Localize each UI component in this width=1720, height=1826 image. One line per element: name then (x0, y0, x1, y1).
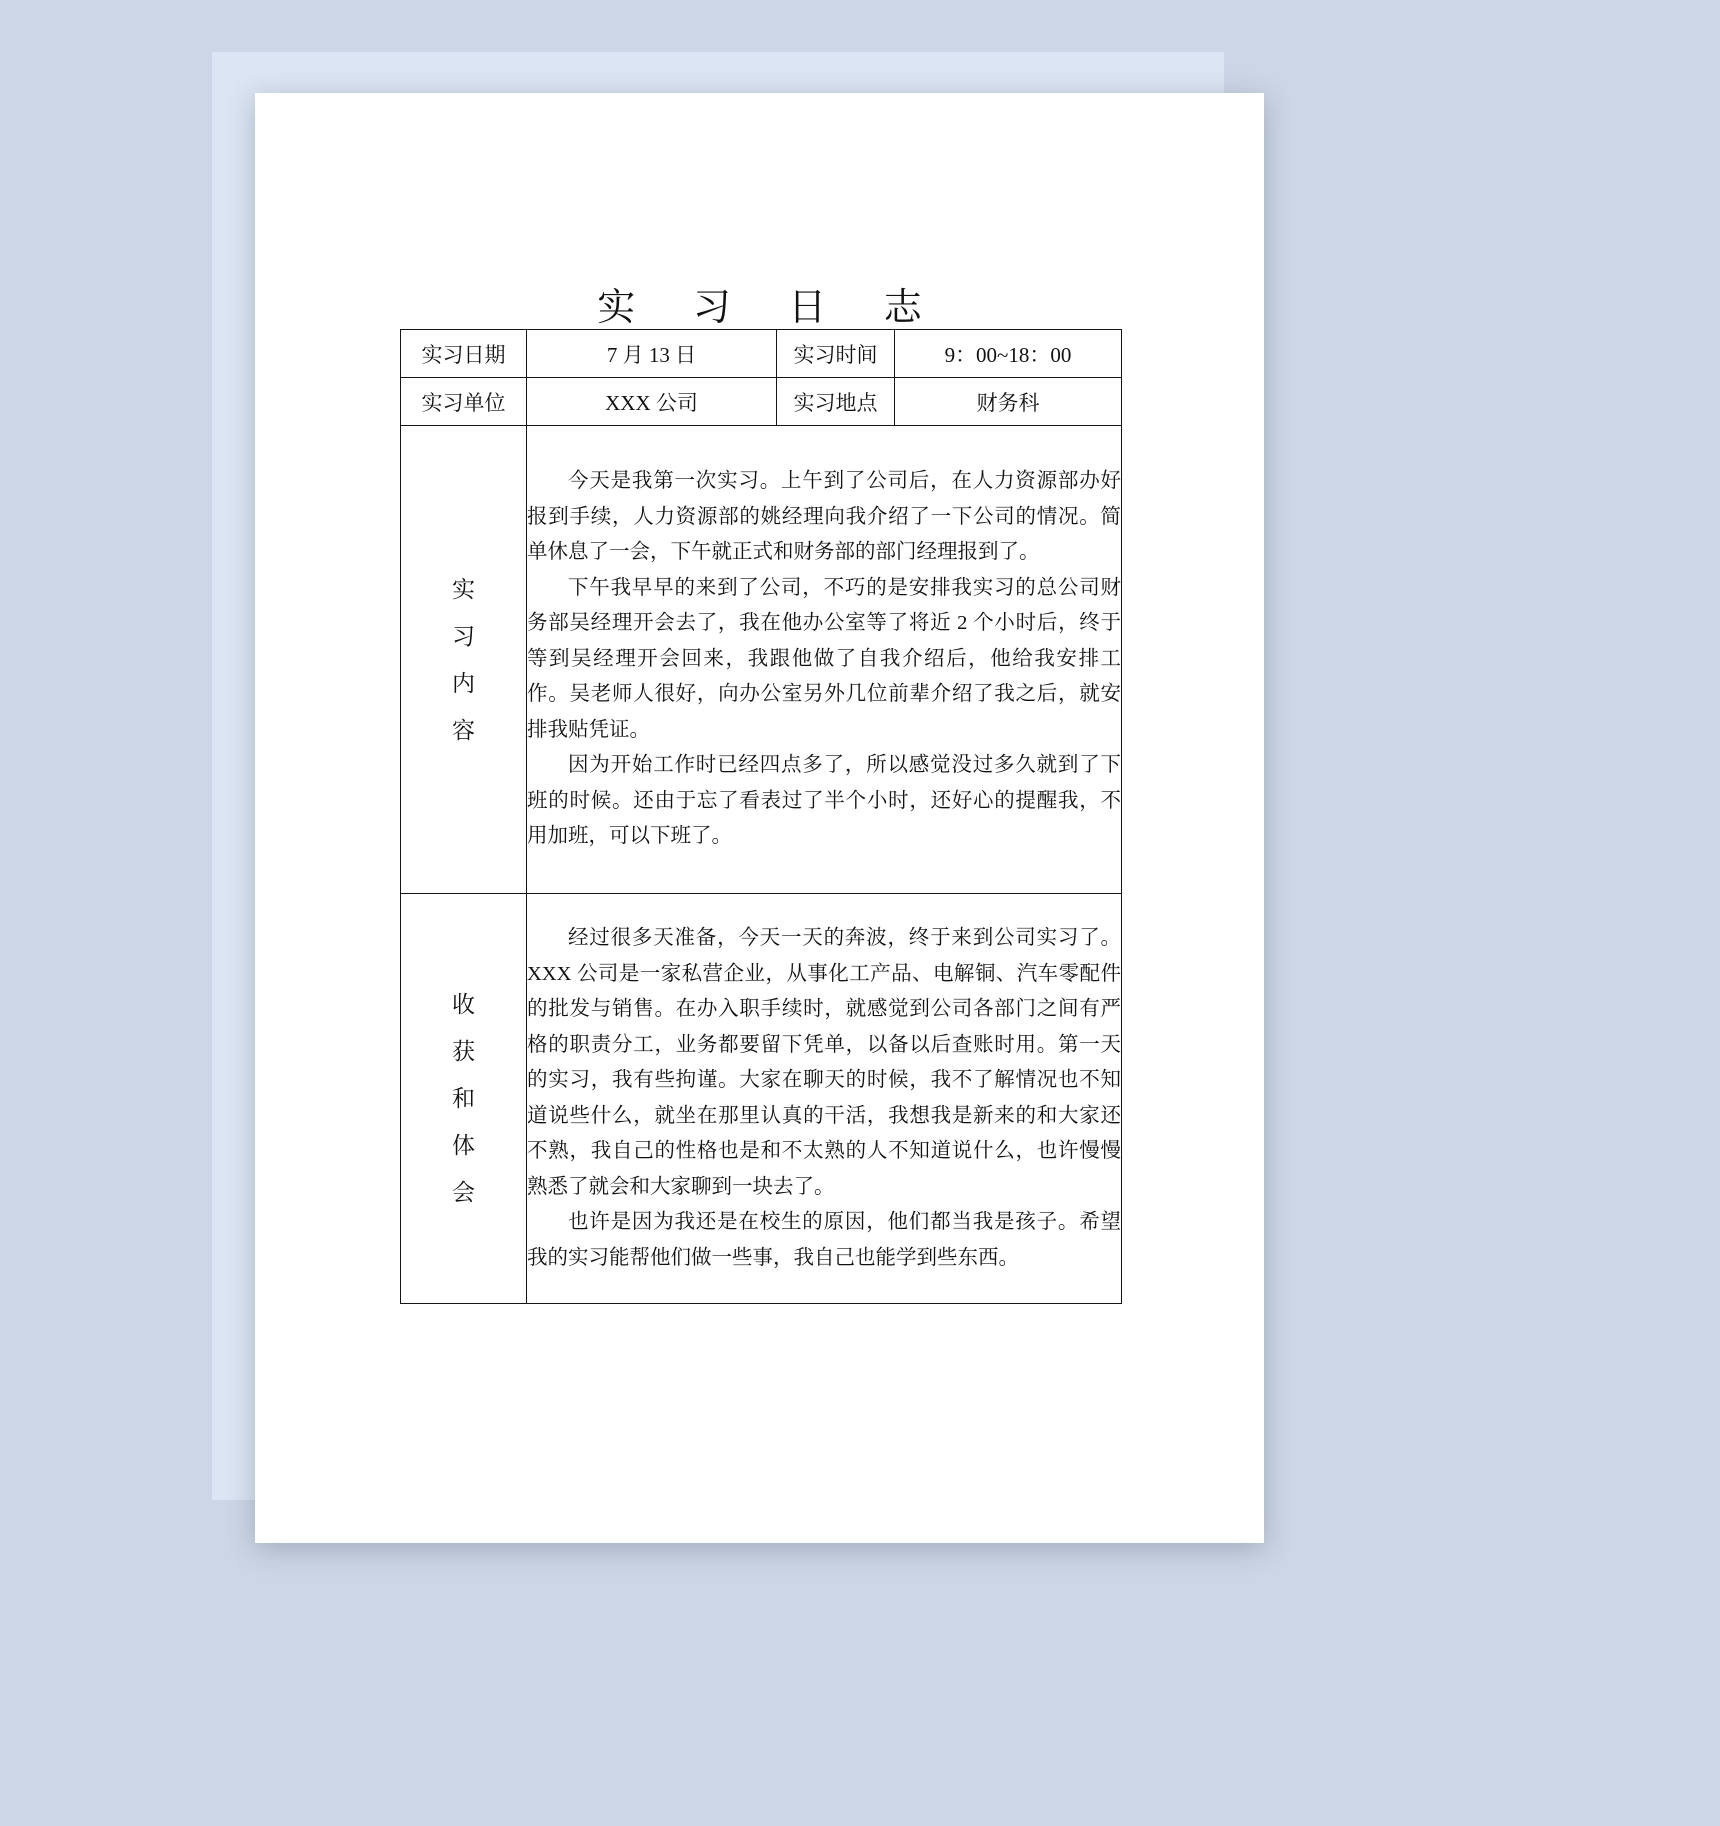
section-label-char: 和 (452, 1086, 475, 1111)
section-label-content (401, 426, 527, 894)
paragraph: 下午我早早的来到了公司，不巧的是安排我实习的总公司财务部吴经理开会去了，我在他办公室等了将近 2 个小时后，终于等到吴经理开会回来，我跟他做了自我介绍后，他给我安排工作。吴老师人很好，向办公室另外几位前辈介绍了我之后，就安排我贴凭证。 (527, 576, 1121, 741)
section-body-gains (527, 894, 1122, 1304)
paragraph: 经过很多天准备，今天一天的奔波，终于来到公司实习了。XXX 公司是一家私营企业，从事化工产品、电解铜、汽车零配件的批发与销售。在办入职手续时，就感觉到公司各部门之间有严格的职责分工，业务都要留下凭单，以备以后查账时用。第一天的实习，我有些拘谨。大家在聊天的时候，我不了解情况也不知道说些什么，就坐在那里认真的干活，我想我是新来的和大家还不熟，我自己的性格也是和不太熟的人不知道说什么，也许慢慢熟悉了就会和大家聊到一块去了。 (527, 927, 1121, 1198)
section-label-char: 会 (452, 1180, 475, 1205)
table-row (401, 894, 1122, 1304)
section-label-char: 收 (452, 992, 475, 1017)
section-label-char: 实 (452, 576, 475, 602)
internship-time-label: 实习时间 (777, 330, 895, 378)
section-label-char: 内 (452, 670, 475, 696)
section-label-content-chars (401, 566, 526, 754)
section-label-char: 获 (452, 1039, 475, 1064)
internship-location-label: 实习地点 (777, 378, 895, 426)
section-label-char: 容 (452, 717, 475, 743)
internship-date-value: 7 月 13 日 (527, 330, 777, 378)
section-label-char: 习 (452, 623, 475, 649)
table-row (401, 378, 1122, 426)
internship-date-label: 实习日期 (401, 330, 527, 378)
paragraph: 今天是我第一次实习。上午到了公司后，在人力资源部办好报到手续，人力资源部的姚经理向我介绍了一下公司的情况。简单休息了一会，下午就正式和财务部的部门经理报到了。 (527, 470, 1121, 564)
document-page (255, 93, 1264, 1543)
section-label-gains-chars (401, 981, 526, 1216)
internship-log-table (400, 329, 1122, 1304)
table-row (401, 330, 1122, 378)
internship-time-value: 9：00~18：00 (895, 330, 1122, 378)
section-label-gains (401, 894, 527, 1304)
page-title: 实 习 日 志 (597, 287, 946, 329)
section-label-char: 体 (452, 1133, 475, 1158)
paragraph: 因为开始工作时已经四点多了，所以感觉没过多久就到了下班的时候。还由于忘了看表过了半个小时，还好心的提醒我，不用加班，可以下班了。 (527, 754, 1121, 848)
paragraph: 也许是因为我还是在校生的原因，他们都当我是孩子。希望我的实习能帮他们做一些事，我自己也能学到些东西。 (527, 1211, 1121, 1269)
section-body-content (527, 426, 1122, 894)
internship-unit-label: 实习单位 (401, 378, 527, 426)
internship-unit-value: XXX 公司 (527, 378, 777, 426)
table-row (401, 426, 1122, 894)
internship-location-value: 财务科 (895, 378, 1122, 426)
